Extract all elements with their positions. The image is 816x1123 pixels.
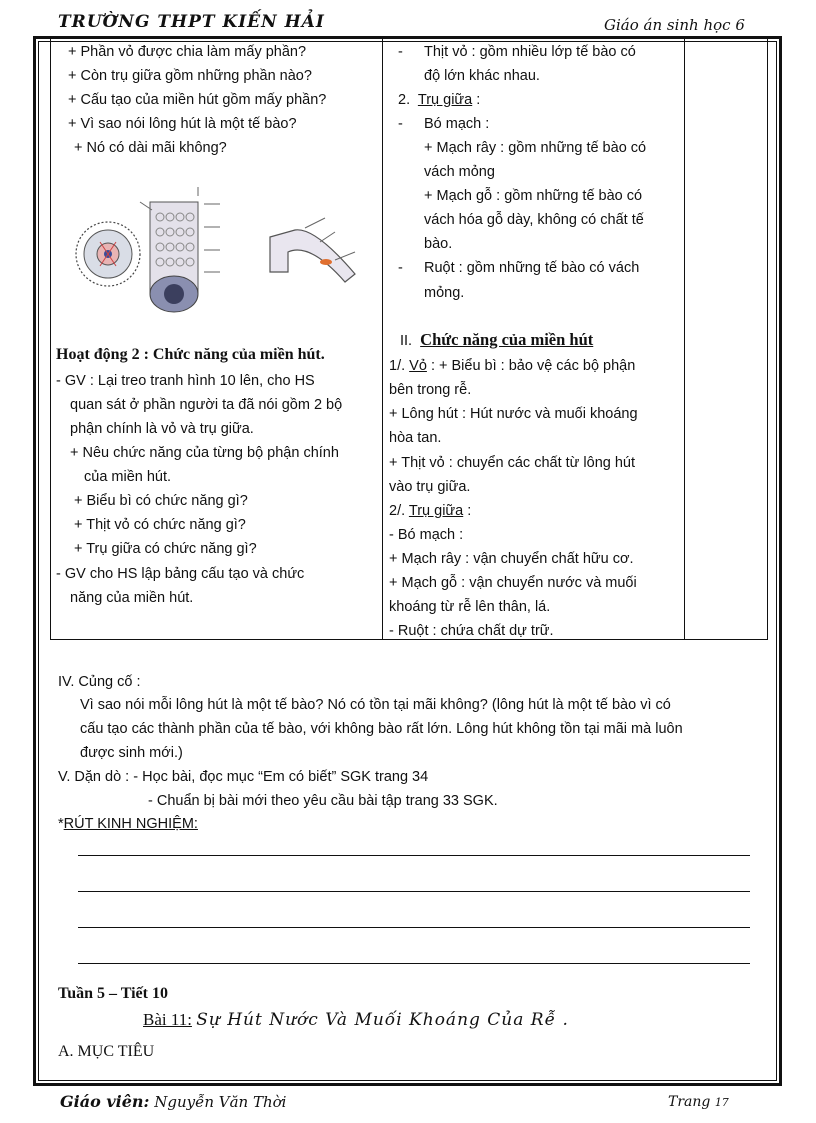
- dan-do-line-1: V. Dặn dò : - Học bài, đọc mục “Em có biết” SGK trang 34: [58, 769, 429, 785]
- tru-giua-number: 2.: [398, 92, 411, 108]
- vo-number: 1/.: [389, 358, 406, 374]
- tg-label: Trụ giữa: [408, 503, 464, 519]
- root-cylinder-drawing: [140, 187, 220, 312]
- bullet-dash: -: [398, 116, 403, 132]
- root-structure-figure: [70, 182, 380, 322]
- writing-line: [78, 855, 750, 856]
- ruot-line-2: mỏng.: [424, 285, 465, 301]
- ruot-line-1: Ruột : gồm những tế bào có vách: [424, 260, 640, 276]
- mach-go-line-3: bào.: [424, 236, 453, 252]
- week-period: Tuần 5 – Tiết 10: [58, 985, 168, 1002]
- teacher-signature: [60, 1092, 286, 1111]
- writing-line: [78, 927, 750, 928]
- rut-kinh-nghiem-label: RÚT KINH NGHIỆM:: [63, 816, 198, 832]
- tru-giua-colon: :: [476, 92, 481, 108]
- cung-co-line-1: Vì sao nói mỗi lông hút là một tế bào? Nó có tồn tại mãi không? (lông hút là một tế bào vì có: [80, 697, 671, 713]
- objective-heading: A. MỤC TIÊU: [58, 1043, 155, 1060]
- tg-number: 2/.: [389, 503, 406, 519]
- activity-2-line-9: - GV cho HS lập bảng cấu tạo và chức: [56, 566, 305, 582]
- root-hair-cell-drawing: [270, 218, 355, 282]
- question-1: + Phần vỏ được chia làm mấy phần?: [68, 44, 307, 60]
- activity-2-line-7: + Thịt vỏ có chức năng gì?: [74, 517, 246, 533]
- table-border-middle: [382, 38, 383, 640]
- writing-line: [78, 891, 750, 892]
- long-hut-line-1: + Lông hút : Hút nước và muối khoáng: [389, 406, 638, 422]
- page-label: Trang: [668, 1094, 711, 1110]
- activity-2-line-2: quan sát ở phần người ta đã nói gồm 2 bộ: [70, 397, 343, 413]
- bullet-dash: -: [398, 44, 403, 60]
- cung-co-line-3: được sinh mới.): [80, 745, 183, 761]
- activity-2-line-8: + Trụ giữa có chức năng gì?: [74, 541, 257, 557]
- lesson-title: Sự Hút Nước Và Muối Khoáng Của Rễ .: [196, 1010, 569, 1030]
- mach-go-line-2: vách hóa gỗ dày, không có chất tế: [424, 212, 644, 228]
- mach-go-fn-line-1: + Mạch gỗ : vận chuyển nước và muối: [389, 575, 637, 591]
- mach-ray-fn: + Mạch rây : vận chuyển chất hữu cơ.: [389, 551, 634, 567]
- question-4: + Vì sao nói lông hút là một tế bào?: [68, 116, 297, 132]
- activity-2-line-1: - GV : Lại treo tranh hình 10 lên, cho HS: [56, 373, 315, 389]
- vo-line-1: [389, 354, 635, 378]
- activity-2-line-5: của miền hút.: [84, 469, 172, 485]
- thit-vo-fn-line-2: vào trụ giữa.: [389, 479, 471, 495]
- bullet-dash: -: [398, 260, 403, 276]
- vo-label: Vỏ: [409, 358, 427, 374]
- activity-2-title: Hoạt động 2 : Chức năng của miền hút.: [56, 346, 325, 363]
- rut-kinh-nghiem-star: *: [58, 816, 64, 832]
- question-2: + Còn trụ giữa gồm những phần nào?: [68, 68, 312, 84]
- activity-2-line-4: + Nêu chức năng của từng bộ phận chính: [70, 445, 339, 461]
- bo-mach-2: - Bó mạch :: [389, 527, 464, 543]
- long-hut-line-2: hòa tan.: [389, 430, 442, 446]
- bo-mach: Bó mạch :: [424, 116, 490, 132]
- root-cross-section-drawing: [76, 222, 140, 286]
- cung-co-line-2: cấu tạo các thành phần của tế bào, với không bào rất lớn. Lông hút không tồn tại mãi mà luôn: [80, 721, 683, 737]
- activity-2-line-10: năng của miền hút.: [70, 590, 194, 606]
- thit-vo-line-2: độ lớn khác nhau.: [424, 68, 540, 84]
- vo-rest: : + Biểu bì : bảo vệ các bộ phận: [430, 358, 636, 374]
- activity-2-line-3: phận chính là vỏ và trụ giữa.: [70, 421, 254, 437]
- section-2-number: II.: [400, 333, 413, 349]
- teacher-name: Nguyễn Văn Thời: [154, 1093, 287, 1111]
- tru-giua-label: Trụ giữa: [417, 92, 473, 108]
- subject-title: Giáo án sinh học 6: [604, 16, 745, 34]
- question-5: + Nó có dài mãi không?: [74, 140, 227, 156]
- thit-vo-line-1: Thịt vỏ : gồm nhiều lớp tế bào có: [424, 44, 636, 60]
- rut-kinh-nghiem: [58, 812, 198, 836]
- tg-colon: :: [467, 503, 472, 519]
- vo-line-2: bên trong rễ.: [389, 382, 472, 398]
- tru-giua-heading: [398, 88, 480, 112]
- cung-co-title: IV. Củng cố :: [58, 674, 141, 690]
- activity-2-line-6: + Biểu bì có chức năng gì?: [74, 493, 248, 509]
- writing-line: [78, 963, 750, 964]
- mach-go-fn-line-2: khoáng từ rễ lên thân, lá.: [389, 599, 551, 615]
- lesson-heading: [143, 1010, 569, 1030]
- section-2-title: Chức năng của miền hút: [420, 330, 594, 349]
- page-number-value: 17: [714, 1096, 729, 1109]
- teacher-label: Giáo viên:: [60, 1092, 150, 1111]
- school-name: TRƯỜNG THPT KIẾN HẢI: [58, 12, 325, 32]
- question-3: + Cấu tạo của miền hút gồm mấy phần?: [68, 92, 327, 108]
- tg-heading: [389, 499, 471, 523]
- ruot-fn: - Ruột : chứa chất dự trữ.: [389, 623, 554, 639]
- table-border-left: [50, 38, 51, 640]
- table-border-right-inner: [684, 38, 685, 640]
- mach-ray-line-2: vách mỏng: [424, 164, 495, 180]
- table-border-right: [767, 38, 768, 640]
- dan-do-line-2: - Chuẩn bị bài mới theo yêu cầu bài tập trang 33 SGK.: [148, 793, 498, 809]
- mach-go-line-1: + Mạch gỗ : gồm những tế bào có: [424, 188, 643, 204]
- page-number: [668, 1094, 729, 1110]
- lesson-label: Bài 11:: [143, 1010, 192, 1029]
- mach-ray-line-1: + Mạch rây : gồm những tế bào có: [424, 140, 647, 156]
- thit-vo-fn-line-1: + Thịt vỏ : chuyển các chất từ lông hút: [389, 455, 636, 471]
- section-2-heading: [400, 328, 593, 353]
